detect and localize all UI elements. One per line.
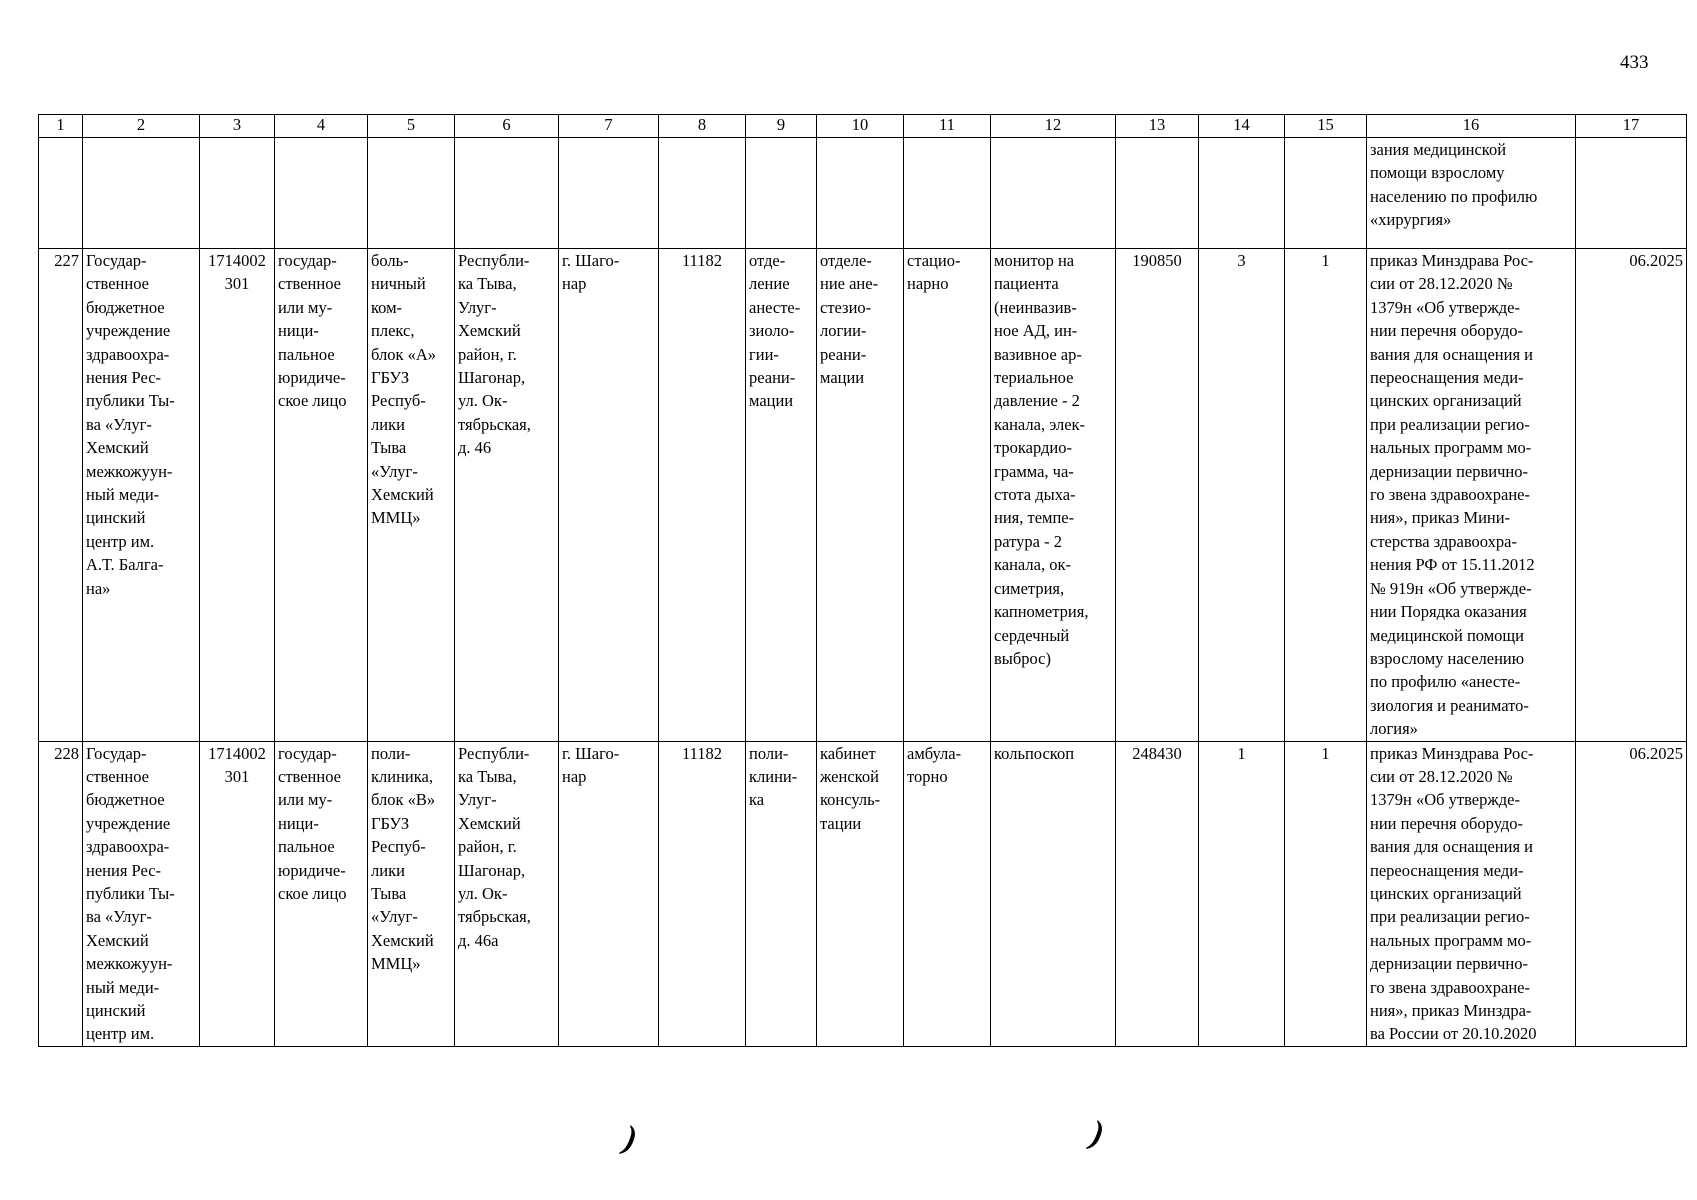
row-number: 227 — [39, 249, 83, 742]
table-cell — [1199, 138, 1285, 249]
column-14-value: 3 — [1199, 249, 1285, 742]
column-15-value: 1 — [1285, 741, 1367, 1046]
table-row — [39, 741, 1687, 1046]
column-13-value: 248430 — [1116, 741, 1199, 1046]
table-cell — [83, 138, 200, 249]
continuation-row — [39, 138, 1687, 249]
table-cell — [39, 138, 83, 249]
unit: отделе- ние ане- стезио- логии- реани- мации — [817, 249, 904, 742]
header-cell: 14 — [1199, 115, 1285, 138]
row-number: 228 — [39, 741, 83, 1046]
equipment-table — [38, 114, 1687, 1047]
table-cell — [275, 138, 368, 249]
header-cell: 1 — [39, 115, 83, 138]
header-cell: 4 — [275, 115, 368, 138]
city: г. Шаго- нар — [559, 249, 659, 742]
organization-code: 1714002 301 — [200, 249, 275, 742]
table-cell — [817, 138, 904, 249]
department: поли- клини- ка — [746, 741, 817, 1046]
care-form: амбула- торно — [904, 741, 991, 1046]
basis-cell: зания медицинской помощи взрослому населению по профилю «хирургия» — [1367, 138, 1576, 249]
table-cell — [991, 138, 1116, 249]
department: отде- ление анесте- зиоло- гии- реани- мации — [746, 249, 817, 742]
unit: кабинет женской консуль- тации — [817, 741, 904, 1046]
header-cell: 11 — [904, 115, 991, 138]
equipment: кольпоскоп — [991, 741, 1116, 1046]
table-cell — [904, 138, 991, 249]
table-cell — [1116, 138, 1199, 249]
facility-name: поли- клиника, блок «В» ГБУЗ Респуб- лики Тыва «Улуг- Хемский ММЦ» — [368, 741, 455, 1046]
column-number-row — [39, 115, 1687, 138]
facility-address: Республи- ка Тыва, Улуг- Хемский район, г. Шагонар, ул. Ок- тябрьская, д. 46а — [455, 741, 559, 1046]
table-cell — [1576, 138, 1687, 249]
table-cell — [1285, 138, 1367, 249]
organization-code: 1714002 301 — [200, 741, 275, 1046]
basis-cell: приказ Минздрава Рос- сии от 28.12.2020 № 1379н «Об утвержде- нии перечня оборудо- вания для оснащения и переоснащения меди- цинских организаций при реализации регио- нальных программ мо- дернизации первично- го звена здравоохране- ния», приказ Минздра- ва России от 20.10.2020 — [1367, 741, 1576, 1046]
header-cell: 17 — [1576, 115, 1687, 138]
column-14-value: 1 — [1199, 741, 1285, 1046]
header-cell: 15 — [1285, 115, 1367, 138]
header-cell: 13 — [1116, 115, 1199, 138]
pen-mark: ) — [1088, 1114, 1108, 1153]
header-cell: 3 — [200, 115, 275, 138]
facility-name: боль- ничный ком- плекс, блок «А» ГБУЗ Респуб- лики Тыва «Улуг- Хемский ММЦ» — [368, 249, 455, 742]
header-cell: 6 — [455, 115, 559, 138]
table-cell — [200, 138, 275, 249]
column-13-value: 190850 — [1116, 249, 1199, 742]
header-cell: 8 — [659, 115, 746, 138]
equipment: монитор на пациента (неинвазив- ное АД, ин- вазивное ар- териальное давление - 2 канала, элек- трокардио- грамма, ча- стота дыха- ния, темпе- ратура - 2 канала, ок- симетрия, капнометрия, сердечный выброс) — [991, 249, 1116, 742]
table-cell — [455, 138, 559, 249]
organization-name: Государ- ственное бюджетное учреждение здравоохра- нения Рес- публики Ты- ва «Улуг- Хемский межкожуун- ный меди- цинский центр им. — [83, 741, 200, 1046]
date-cell: 06.2025 — [1576, 249, 1687, 742]
date-cell: 06.2025 — [1576, 741, 1687, 1046]
column-8-value: 11182 — [659, 741, 746, 1046]
table-row — [39, 249, 1687, 742]
header-cell: 16 — [1367, 115, 1576, 138]
header-cell: 10 — [817, 115, 904, 138]
table-cell — [659, 138, 746, 249]
organization-type: государ- ственное или му- ници- пальное юридиче- ское лицо — [275, 249, 368, 742]
pen-mark: ) — [621, 1119, 641, 1158]
header-cell: 12 — [991, 115, 1116, 138]
organization-type: государ- ственное или му- ници- пальное юридиче- ское лицо — [275, 741, 368, 1046]
facility-address: Республи- ка Тыва, Улуг- Хемский район, г. Шагонар, ул. Ок- тябрьская, д. 46 — [455, 249, 559, 742]
basis-cell: приказ Минздрава Рос- сии от 28.12.2020 № 1379н «Об утвержде- нии перечня оборудо- вания для оснащения и переоснащения меди- цинских организаций при реализации регио- нальных программ мо- дернизации первично- го звена здравоохране- ния», приказ Мини- стерства здравоохра- нения РФ от 15.11.2012 № 919н «Об утвержде- нии Порядка оказания медицинской помощи взрослому населению по профилю «анесте- зиология и реанимато- логия» — [1367, 249, 1576, 742]
header-cell: 7 — [559, 115, 659, 138]
table-cell — [368, 138, 455, 249]
table-cell — [559, 138, 659, 249]
header-cell: 9 — [746, 115, 817, 138]
page-number: 433 — [1620, 52, 1649, 73]
column-15-value: 1 — [1285, 249, 1367, 742]
table-cell — [746, 138, 817, 249]
organization-name: Государ- ственное бюджетное учреждение здравоохра- нения Рес- публики Ты- ва «Улуг- Хемский межкожуун- ный меди- цинский центр им. А.Т. Балга- на» — [83, 249, 200, 742]
care-form: стацио- нарно — [904, 249, 991, 742]
city: г. Шаго- нар — [559, 741, 659, 1046]
header-cell: 2 — [83, 115, 200, 138]
header-cell: 5 — [368, 115, 455, 138]
column-8-value: 11182 — [659, 249, 746, 742]
